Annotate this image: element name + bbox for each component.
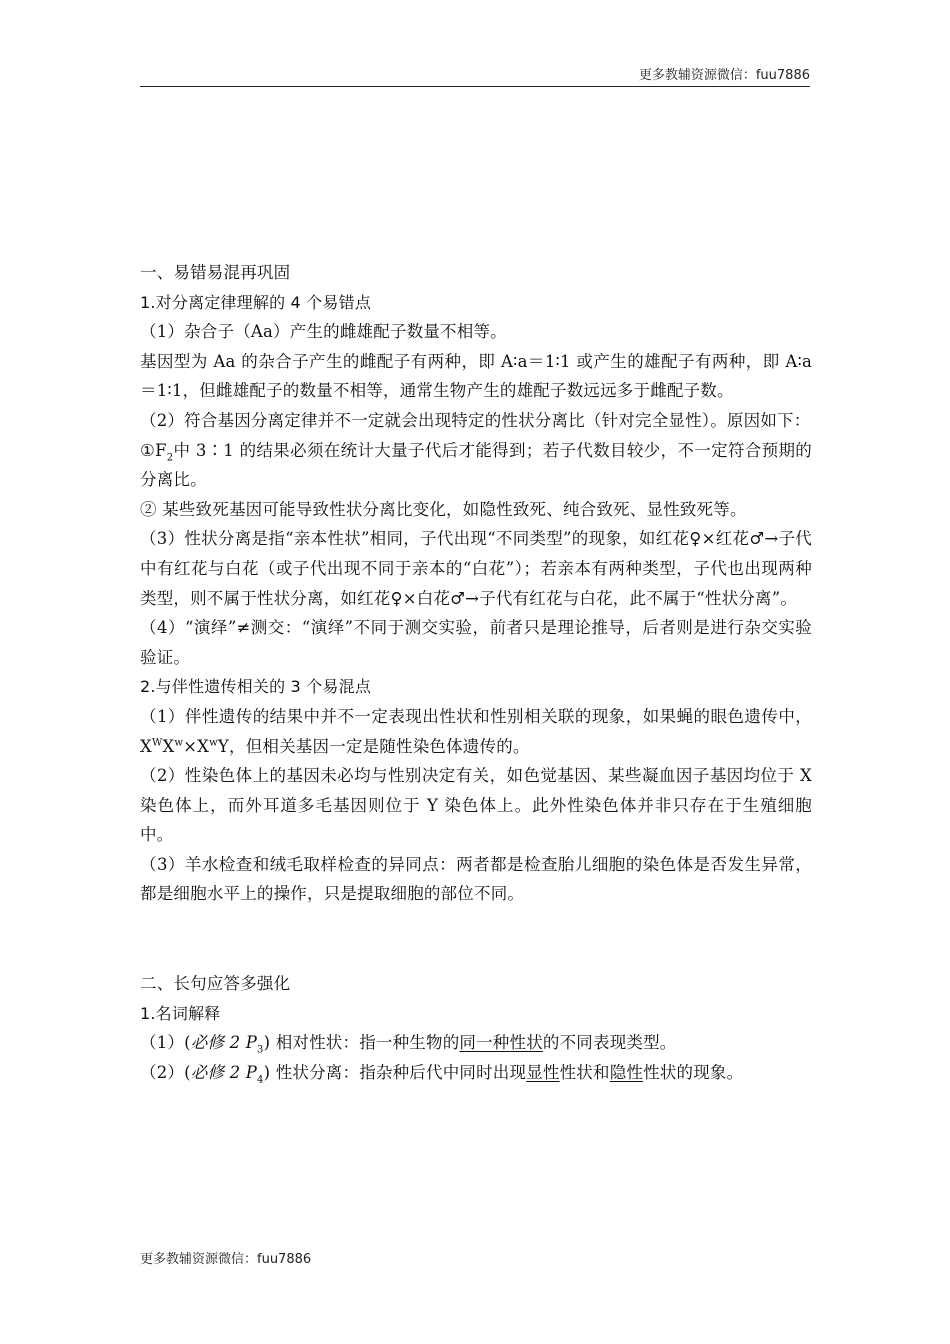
heading-1-2: 2.与伴性遗传相关的 3 个易混点 [140,677,372,697]
paragraph-10: （3）羊水检查和绒毛取样检查的异同点：两者都是检查胎儿细胞的染色体是否发生异常，都是细胞水平上的操作，只是提取细胞的部位不同。 [140,854,812,904]
paragraph-6: （3）性状分离是指“亲本性状”相同，子代出现“不同类型”的现象，如红花♀×红花♂→子代中有红花与白花（或子代出现不同于亲本的“白花”）；若亲本有两种类型，子代也出现两种类型，则不属于性状分离，如红花♀×白花♂→子代有红花与白花，此不属于“性状分离”。 [140,529,812,608]
answer-blank: 显性 [526,1062,560,1082]
paragraph-8: （1）伴性遗传的结果中并不一定表现出性状和性别相关联的现象，如果蝇的眼色遗传中，$X^WX^w\times X^wY$，但相关基因一定是随性染色体遗传的。 [140,706,812,756]
page-header [140,0,810,87]
section-2 [140,969,812,1087]
heading-1-1: 1.对分离定律理解的 4 个易错点 [140,292,372,312]
paragraph-3: （2）符合基因分离定律并不一定就会出现特定的性状分离比（针对完全显性）。原因如下： [140,410,811,430]
section-2-title: 二、长句应答多强化 [140,974,291,994]
paragraph-9: （2）性染色体上的基因未必均与性别决定有关，如色觉基因、某些凝血因子基因均位于 X 染色体上，而外耳道多毛基因则位于 Y 染色体上。此外性染色体并非只存在于生殖细胞中。 [140,766,812,845]
header-text: 更多教辅资源微信：fuu7886 [638,68,810,83]
heading-2-1: 1.名词解释 [140,1003,221,1023]
question-2: （2）(必修 2 $P_4$) 性状分离：指杂种后代中同时出现显性性状和隐性性状的现象。 [140,1062,744,1086]
page-footer: 更多教辅资源微信：fuu7886 [140,1252,312,1267]
section-1-title: 一、易错易混再巩固 [140,263,291,282]
paragraph-7: （4）“演绎”≠测交：“演绎”不同于测交实验，前者只是理论推导，后者则是进行杂交实验验证。 [140,618,812,667]
paragraph-1: （1）杂合子（Aa）产生的雌雄配子数量不相等。 [140,322,507,342]
section-1 [140,258,812,909]
answer-blank: 隐性 [609,1062,644,1082]
paragraph-5: ② 某些致死基因可能导致性状分离比变化，如隐性致死、纯合致死、显性致死等。 [140,499,747,519]
paragraph-4: $①F_2$中 3∶1 的结果必须在统计大量子代后才能得到；若子代数目较少，不一定符合预期的分离比。 [140,440,812,490]
paragraph-2: 基因型为 Aa 的杂合子产生的雌配子有两种，即 A∶a＝1∶1 或产生的雄配子有两种，即 A∶a＝1∶1，但雌雄配子的数量不相等，通常生物产生的雄配子数远远多于雌配子数。 [140,351,812,401]
section-gap [140,909,812,969]
document-body [140,258,812,1087]
answer-blank: 同一种性状 [459,1033,543,1053]
question-1: （1）(必修 2 $P_3$) 相对性状：指一种生物的同一种性状的不同表现类型。 [140,1033,677,1056]
